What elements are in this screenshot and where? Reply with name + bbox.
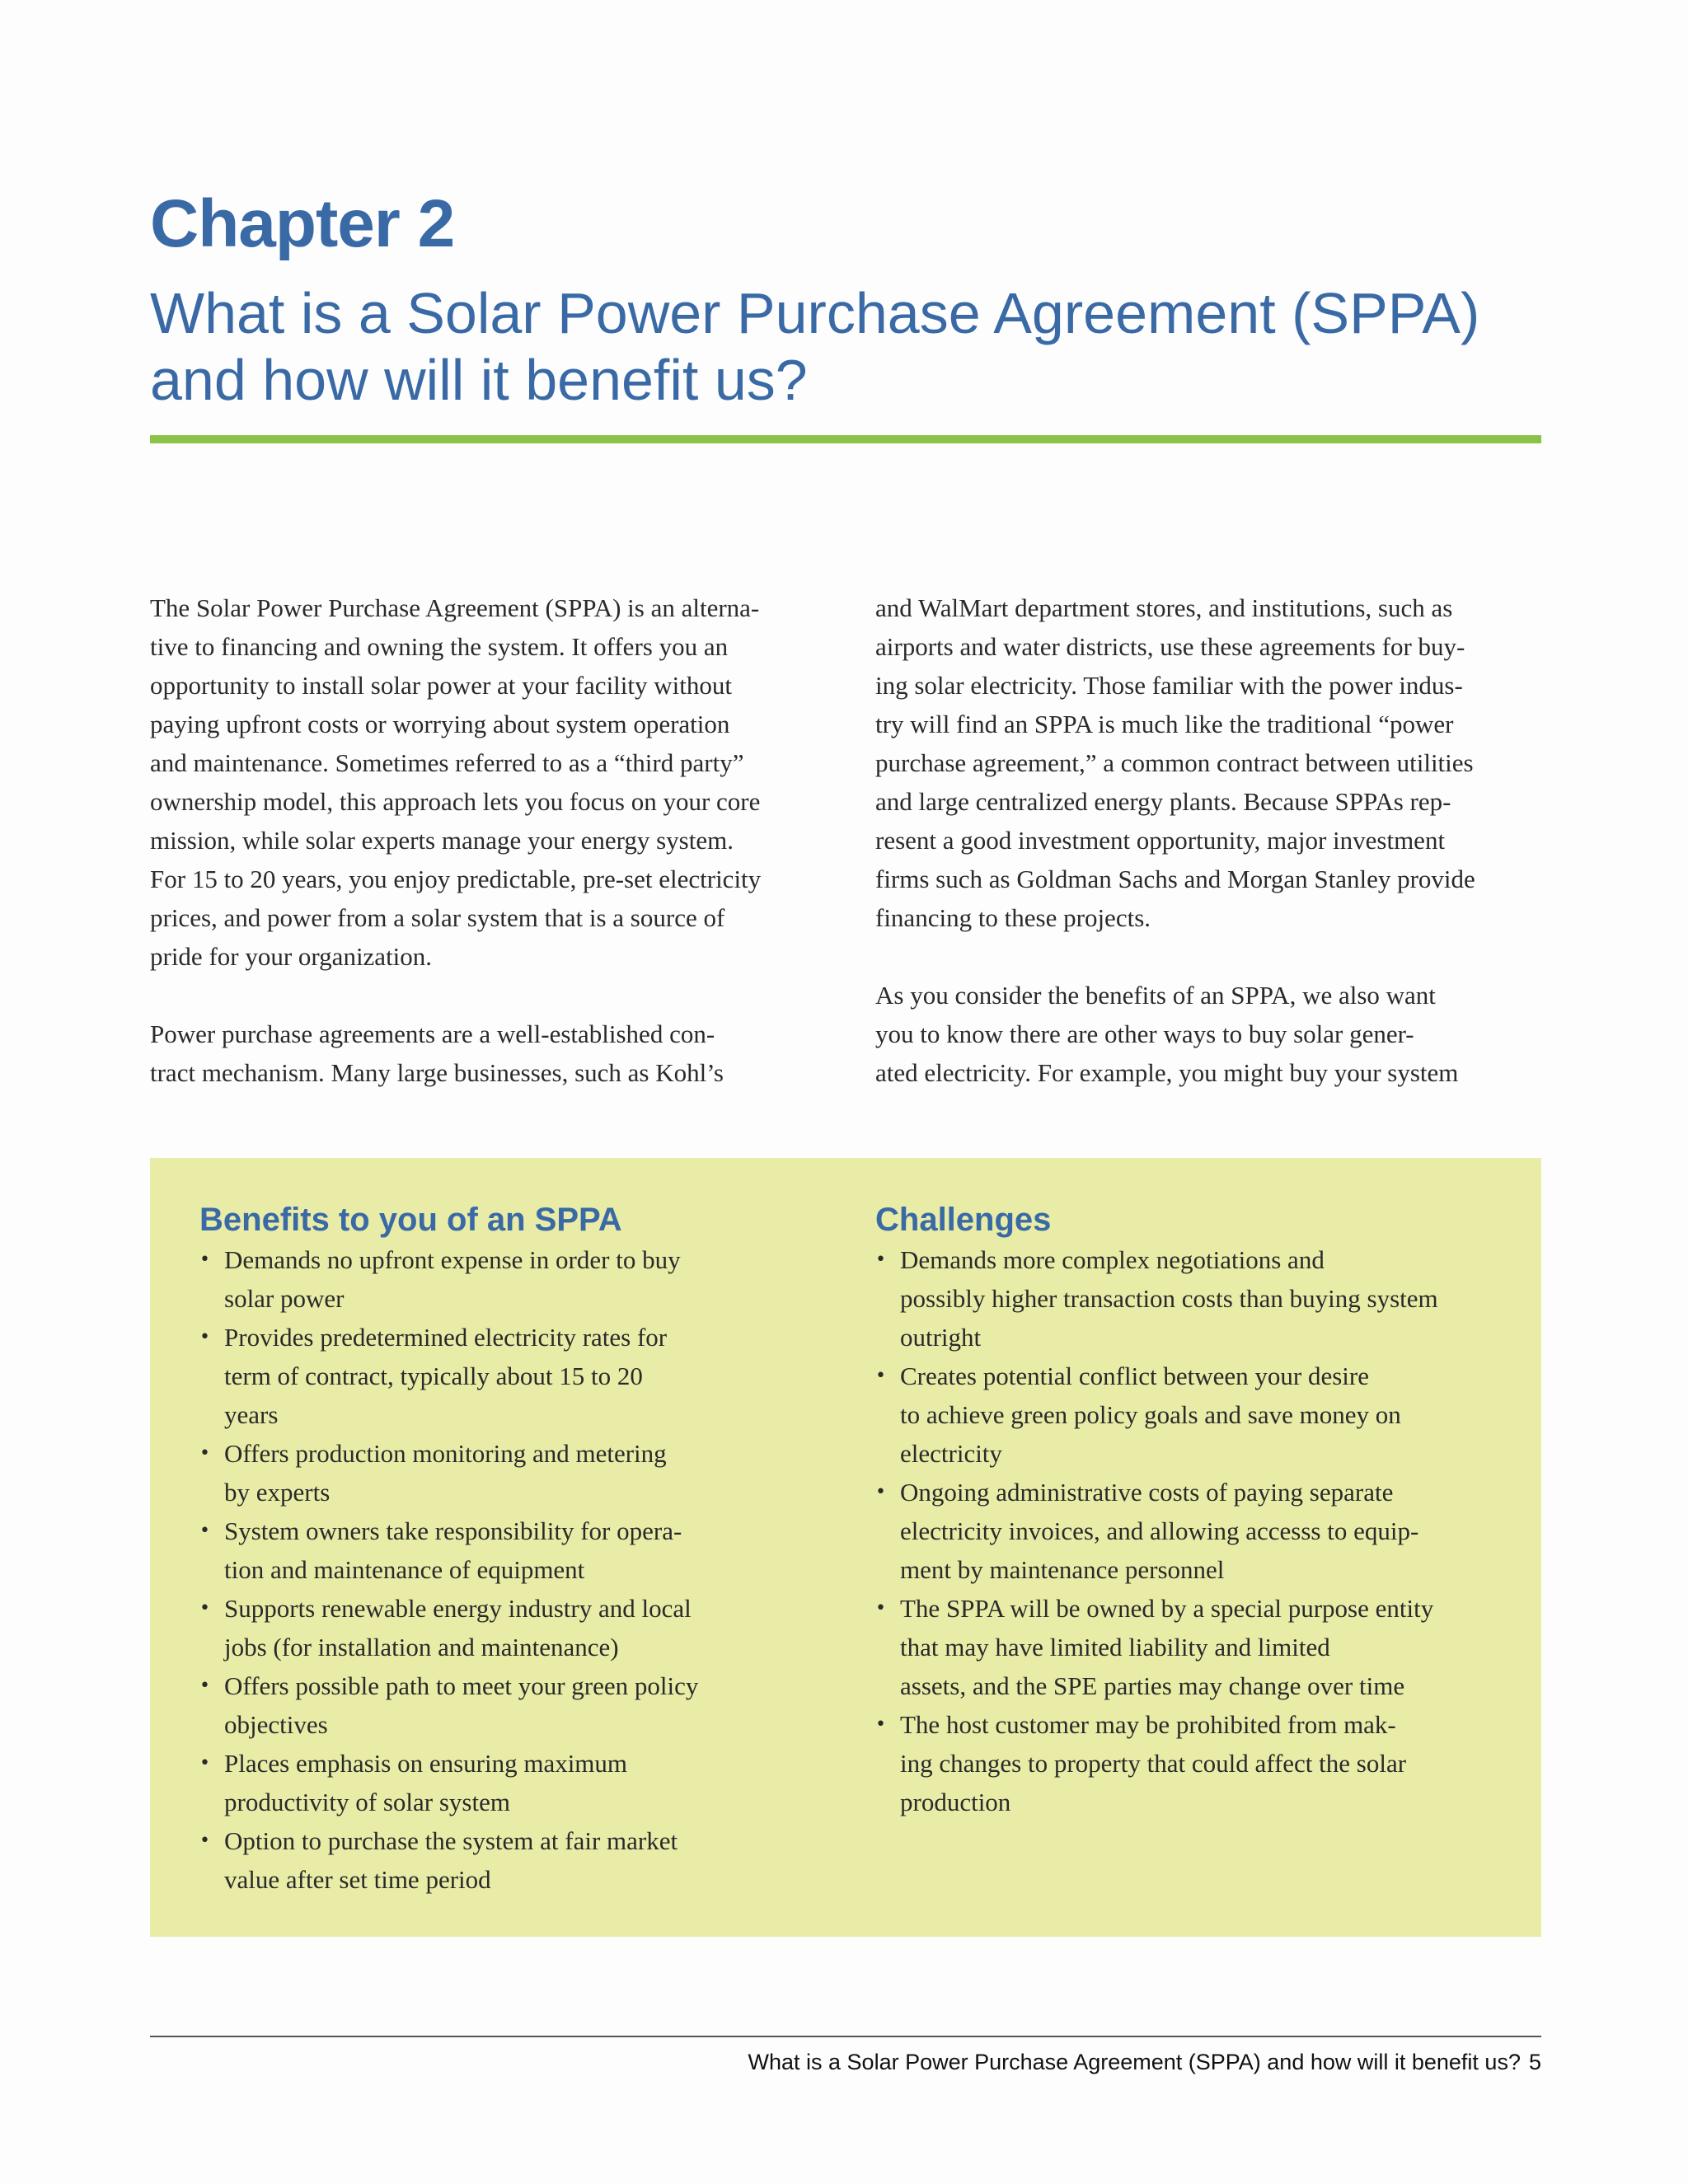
challenges-section [875, 1199, 1518, 1821]
challenges-heading: Challenges [875, 1202, 1052, 1238]
body-column-right [875, 588, 1551, 1092]
list-item-text: Places emphasis on ensuring maximum productivity of solar system [224, 1749, 628, 1816]
list-item-text: Ongoing administrative costs of paying separate electricity invoices, and allowing accesss to equip- ment by maintenance personnel [900, 1478, 1419, 1584]
list-item [875, 1705, 1518, 1821]
list-item-text: Offers production monitoring and metering by experts [224, 1439, 667, 1507]
list-item-text: The SPPA will be owned by a special purpose entity that may have limited liability and limited assets, and the SPE parties may change over time [900, 1594, 1434, 1700]
list-item-text: The host customer may be prohibited from mak- ing changes to property that could affect the solar production [900, 1710, 1407, 1816]
list-item [875, 1240, 1518, 1357]
paragraph: Power purchase agreements are a well-established con- tract mechanism. Many large businesses, such as Kohl’s [150, 1019, 724, 1087]
list-item-text: Option to purchase the system at fair market value after set time period [224, 1826, 678, 1894]
list-item [199, 1744, 826, 1821]
list-item-text: Provides predetermined electricity rates for term of contract, typically about 15 to 20 years [224, 1323, 668, 1429]
list-item [199, 1434, 826, 1511]
page-number: 5 [1528, 2050, 1541, 2074]
list-item [875, 1589, 1518, 1705]
bullet-icon: • [875, 1366, 886, 1386]
benefits-heading: Benefits to you of an SPPA [199, 1202, 622, 1238]
list-item-text: Demands more complex negotiations and possibly higher transaction costs than buying system outright [900, 1245, 1438, 1352]
chapter-title: What is a Solar Power Purchase Agreement (SPPA) and how will it benefit us? [150, 281, 1480, 412]
benefits-section [199, 1199, 826, 1899]
bullet-icon: • [199, 1830, 210, 1851]
list-item [199, 1666, 826, 1744]
page-footer [150, 2047, 1541, 2077]
list-item-text: Offers possible path to meet your green policy objectives [224, 1671, 699, 1739]
list-item-text: Demands no upfront expense in order to buy solar power [224, 1245, 681, 1313]
list-item-text: Supports renewable energy industry and local jobs (for installation and maintenance) [224, 1594, 692, 1661]
list-item [199, 1511, 826, 1589]
footer-divider [150, 2036, 1541, 2037]
bullet-icon: • [875, 1482, 886, 1502]
bullet-icon: • [199, 1327, 210, 1347]
list-item [199, 1318, 826, 1434]
paragraph: As you consider the benefits of an SPPA, we also want you to know there are other ways to buy solar gener- ated electricity. For example, you might buy your system [875, 981, 1459, 1087]
list-item [199, 1240, 826, 1318]
list-item [199, 1589, 826, 1666]
list-item-text: System owners take responsibility for opera- tion and maintenance of equipment [224, 1516, 682, 1584]
paragraph: The Solar Power Purchase Agreement (SPPA) is an alterna- tive to financing and owning the system. It offers you an opportunity to install solar power at your facility without paying upfront costs or worrying about system operation and maintenance. Sometimes referred to as a “third party” ownership model, this approach lets you focus on your core mission, while solar experts manage your energy system. For 15 to 20 years, you enjoy predictable, pre-set electricity prices, and power from a solar system that is a source of pride for your organization. [150, 593, 762, 971]
running-title: What is a Solar Power Purchase Agreement (SPPA) and how will it benefit us? [748, 2050, 1521, 2074]
benefits-list [199, 1240, 826, 1899]
challenges-list [875, 1240, 1518, 1821]
list-item [875, 1473, 1518, 1589]
bullet-icon: • [199, 1443, 210, 1464]
body-column-left [150, 588, 826, 1092]
paragraph: and WalMart department stores, and institutions, such as airports and water districts, use these agreements for buy- ing solar electricity. Those familiar with the power indus- try will find an SPPA is much like the traditional “power purchase agreement,” a common contract between utilities and large centralized energy plants. Because SPPAs rep- resent a good investment opportunity, major investment firms such as Goldman Sachs and Morgan Stanley provide financing to these projects. [875, 593, 1475, 932]
list-item [199, 1821, 826, 1899]
bullet-icon: • [199, 1675, 210, 1696]
bullet-icon: • [199, 1521, 210, 1541]
bullet-icon: • [875, 1598, 886, 1619]
title-divider [150, 435, 1541, 443]
list-item-text: Creates potential conflict between your desire to achieve green policy goals and save money on electricity [900, 1361, 1401, 1468]
list-item [875, 1357, 1518, 1473]
chapter-label: Chapter 2 [150, 186, 455, 261]
bullet-icon: • [199, 1753, 210, 1774]
bullet-icon: • [875, 1714, 886, 1735]
bullet-icon: • [199, 1249, 210, 1270]
bullet-icon: • [199, 1598, 210, 1619]
benefits-challenges-box [150, 1158, 1541, 1937]
bullet-icon: • [875, 1249, 886, 1270]
